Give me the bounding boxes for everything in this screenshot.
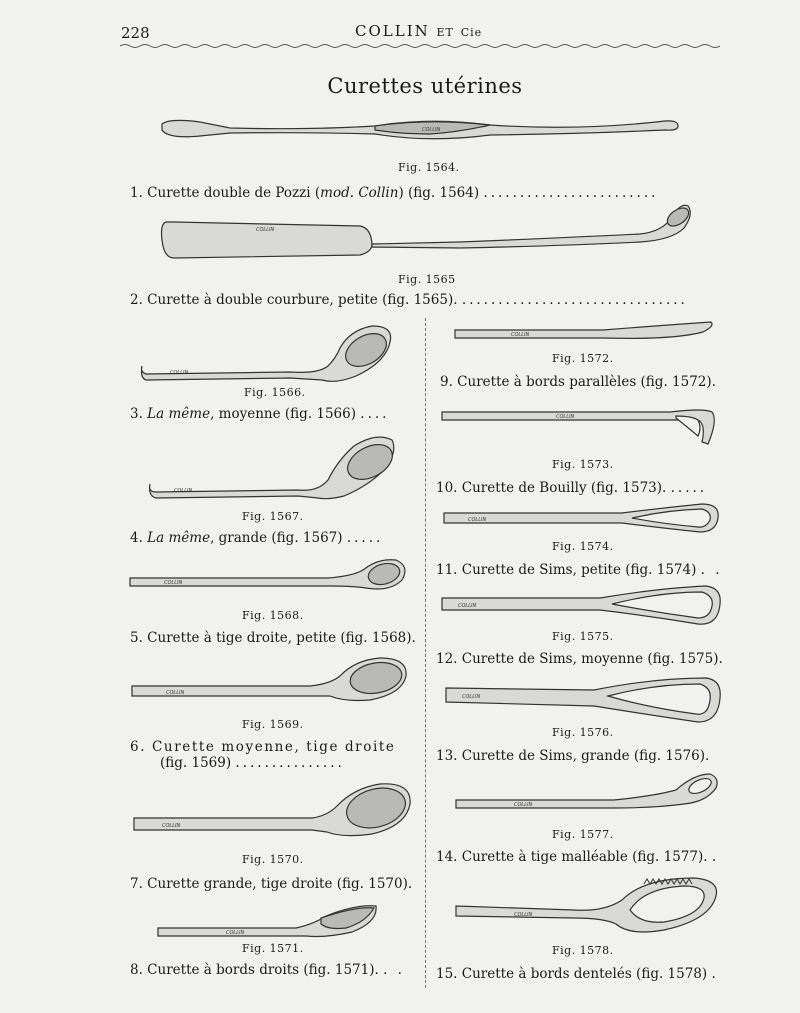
svg-text:COLLIN: COLLIN [556, 414, 575, 420]
catalog-item-2: 2. Curette à double courbure, petite (fig. 1565). ............................... [130, 292, 688, 308]
figure-caption-1566: Fig. 1566. [244, 386, 306, 399]
instrument-fig-1571 [156, 902, 380, 942]
catalog-item-15: 15. Curette à bords dentelés (fig. 1578) . [436, 966, 719, 982]
instrument-fig-1578 [454, 874, 720, 938]
instrument-fig-1568 [128, 556, 410, 596]
catalog-item-4: 4. La même, grande (fig. 1567) ..... [130, 530, 384, 546]
page-title: Curettes utérines [327, 74, 523, 98]
instrument-fig-1577 [454, 772, 720, 812]
figure-caption-1576: Fig. 1576. [552, 726, 614, 739]
figure-caption-1571: Fig. 1571. [242, 942, 304, 955]
instrument-fig-1567 [148, 430, 398, 500]
svg-text:COLLIN: COLLIN [462, 694, 481, 700]
figure-caption-1575: Fig. 1575. [552, 630, 614, 643]
page-number: 228 [121, 24, 150, 42]
catalog-item-6-line-1: 6. Curette moyenne, tige droite [130, 739, 396, 755]
svg-text:COLLIN: COLLIN [514, 912, 533, 918]
figure-caption-1568: Fig. 1568. [242, 609, 304, 622]
svg-text:COLLIN: COLLIN [170, 370, 189, 376]
instrument-fig-1570 [132, 780, 414, 842]
column-divider [425, 318, 426, 988]
instrument-fig-1573 [440, 404, 720, 448]
catalog-item-7: 7. Curette grande, tige droite (fig. 1570). [130, 876, 413, 892]
svg-text:COLLIN: COLLIN [256, 227, 275, 233]
instrument-fig-1572 [453, 318, 715, 344]
svg-text:COLLIN: COLLIN [511, 332, 530, 338]
running-header [355, 22, 482, 40]
catalog-item-3: 3. La même, moyenne (fig. 1566) .... [130, 406, 390, 422]
catalog-item-12: 12. Curette de Sims, moyenne (fig. 1575). [436, 651, 723, 667]
instrument-fig-1566 [140, 322, 395, 384]
catalog-item-5: 5. Curette à tige droite, petite (fig. 1568). [130, 630, 416, 646]
header-cie: Cie [460, 26, 483, 39]
figure-caption-1567: Fig. 1567. [242, 510, 304, 523]
catalog-item-8: 8. Curette à bords droits (fig. 1571). . . [130, 962, 405, 978]
instrument-fig-1575 [440, 584, 722, 628]
svg-text:COLLIN: COLLIN [162, 823, 181, 829]
figure-caption-1573: Fig. 1573. [552, 458, 614, 471]
instrument-fig-1564 [160, 112, 680, 150]
catalog-item-14: 14. Curette à tige malléable (fig. 1577). . [436, 849, 720, 865]
svg-text:COLLIN: COLLIN [468, 517, 487, 523]
figure-caption-1565: Fig. 1565 [398, 273, 456, 286]
catalog-item-1: 1. Curette double de Pozzi (mod. Collin) (fig. 1564) ........................ [130, 185, 659, 201]
figure-caption-1578: Fig. 1578. [552, 944, 614, 957]
catalog-item-9: 9. Curette à bords parallèles (fig. 1572). [440, 374, 716, 390]
header-publisher: COLLIN [355, 22, 430, 40]
figure-caption-1569: Fig. 1569. [242, 718, 304, 731]
catalog-item-6: 6. Curette moyenne, tige droite (fig. 1569) ............... [130, 739, 396, 771]
figure-caption-1570: Fig. 1570. [242, 853, 304, 866]
figure-caption-1574: Fig. 1574. [552, 540, 614, 553]
svg-text:COLLIN: COLLIN [458, 603, 477, 609]
svg-text:COLLIN: COLLIN [166, 690, 185, 696]
catalog-item-13: 13. Curette de Sims, grande (fig. 1576). [436, 748, 710, 764]
svg-text:COLLIN: COLLIN [174, 488, 193, 494]
instrument-fig-1565 [160, 200, 695, 262]
figure-caption-1577: Fig. 1577. [552, 828, 614, 841]
svg-text:COLLIN: COLLIN [226, 930, 245, 936]
instrument-fig-1569 [130, 654, 410, 706]
svg-text:COLLIN: COLLIN [422, 127, 441, 133]
instrument-fig-1576 [444, 676, 722, 726]
header-et: ET [436, 26, 454, 39]
catalog-item-11: 11. Curette de Sims, petite (fig. 1574) . . [436, 562, 723, 578]
figure-caption-1572: Fig. 1572. [552, 352, 614, 365]
svg-text:COLLIN: COLLIN [514, 802, 533, 808]
catalog-item-10: 10. Curette de Bouilly (fig. 1573). ..... [436, 480, 708, 496]
header-rule [120, 40, 720, 52]
figure-caption-1564: Fig. 1564. [398, 161, 460, 174]
instrument-fig-1574 [442, 502, 722, 534]
svg-text:COLLIN: COLLIN [164, 580, 183, 586]
